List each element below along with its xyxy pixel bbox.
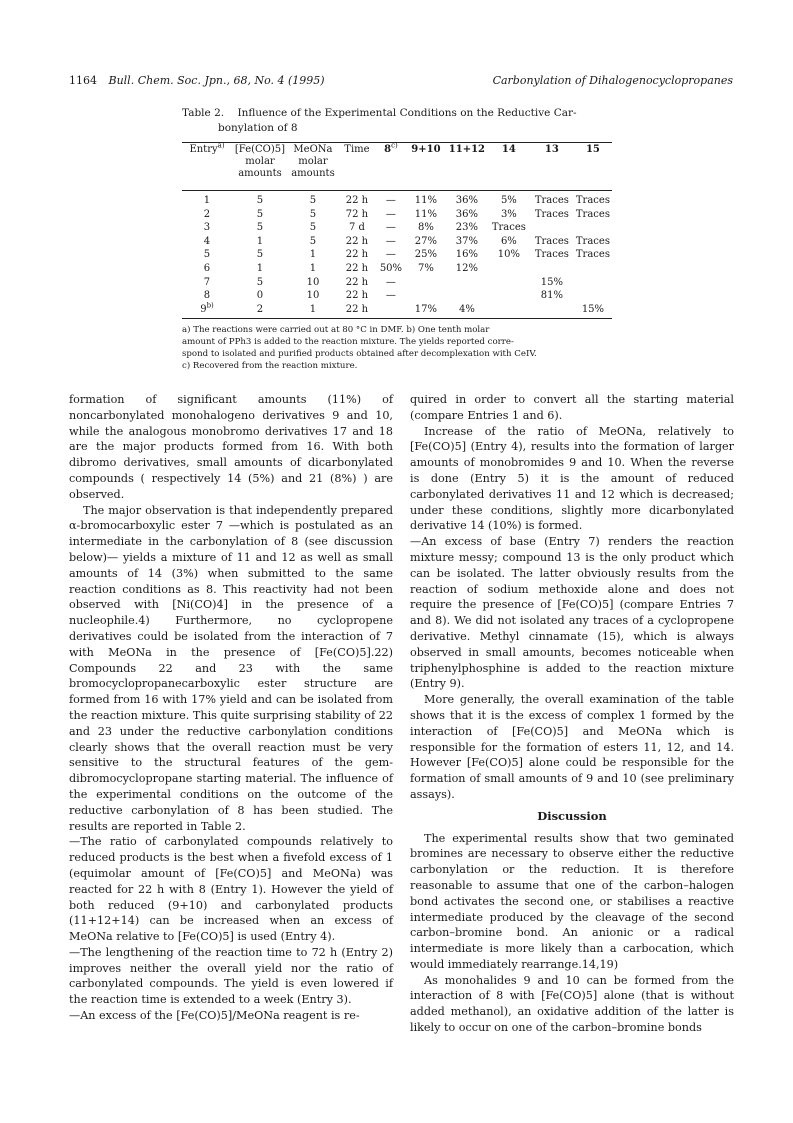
col-header-15: 15: [585, 144, 600, 155]
page-number: 1164: [69, 74, 97, 87]
running-header: [69, 74, 733, 90]
footnote-line: c) Recovered from the reaction mixture.: [182, 361, 358, 371]
table-footnotes: [182, 324, 622, 372]
table-row: 1 5 5 22 h — 11% 36% 5% Traces Traces: [203, 195, 610, 206]
body-paragraph: As monohalides 9 and 10 can be formed from the interaction of 8 with [Fe(CO)5] alone (that is without added methanol), an oxidative addition of the latter is likely to occur on one of the carbon–bromine bonds: [410, 973, 734, 1035]
col-header-fe: [Fe(CO)5] molar amounts: [234, 144, 286, 179]
footnote-line: spond to isolated and purified products obtained after decomplexation with CeIV.: [182, 349, 537, 359]
body-paragraph: More generally, the overall examination of the table shows that it is the excess of complex 1 formed by the interaction of [Fe(CO)5] and MeONa which is responsible for the formation of esters 11, 12, and 14. However [Fe(CO)5] alone could be responsible for the formation of small amounts of 9 and 10 (see preliminary assays).: [410, 693, 734, 801]
table-row: 7 5 10 22 h — 15%: [203, 276, 563, 288]
table-row: 5 5 1 22 h — 25% 16% 10% Traces Traces: [203, 249, 610, 261]
col-header-14: 14: [501, 144, 516, 155]
journal-citation: Bull. Chem. Soc. Jpn., 68, No. 4 (1995): [108, 74, 325, 87]
table-row: 9$^{b)}$ 2 1 22 h 17% 4% 15%: [200, 301, 605, 315]
col-header-meona: MeONa molar amounts: [291, 144, 335, 179]
body-paragraph: —An excess of the [Fe(CO)5]/MeONa reagent is re-: [69, 1009, 360, 1023]
table-header-row: [182, 144, 612, 190]
body-paragraph: The experimental results show that two geminated bromines are necessary to observe either the reductive carbonylation or the reduction. It is therefore reasonable to assume that one of the carbon–halogen bond activates the second one, or stabilises a reactive intermediate produced by the cleavage of the second carbon–bromine bond. An anionic or a radical intermediate is more likely than a carbocation, which would immediately rearrange.14,19): [410, 831, 734, 971]
header-left: [69, 74, 325, 87]
table-caption: [182, 106, 612, 136]
results-table: [182, 141, 612, 316]
table-row: 8 0 10 22 h — 81%: [203, 290, 563, 302]
col-header-entry: Entry$^{a)}$: [189, 141, 225, 155]
footnote-line: a) The reactions were carried out at 80 °C in DMF. b) One tenth molar: [182, 325, 490, 335]
table-row: 2 5 5 72 h — 11% 36% 3% Traces Traces: [203, 208, 610, 220]
body-paragraph: The major observation is that independently prepared α-bromocarboxylic ester 7 —which is postulated as an intermediate in the carbonylation of 8 (see discussion below)— yields a mixture of 11 and 12 as well as small amounts of 14 (3%) when submitted to the same reaction conditions as 8. This reactivity had not been observed with [Ni(CO)4] in the presence of a nucleophile.4) Furthermore, no cyclopropene derivatives could be isolated from the interaction of 7 with MeONa in the presence of [Fe(CO)5].22) Compounds 22 and 23 with the same bromocyclopropanecarboxylic ester structure are formed from 16 with 17% yield and can be isolated from the reaction mixture. This quite surprising stability of 22 and 23 under the reductive carbonylation conditions clearly shows that the overall reaction must be very sensitive to the structural features of the gem-dibromocyclopropane starting material. The influence of the experimental conditions on the outcome of the reductive carbonylation of 8 has been studied. The results are reported in Table 2.: [69, 503, 393, 833]
left-column: [69, 392, 393, 1024]
body-paragraph: Increase of the ratio of MeONa, relatively to [Fe(CO)5] (Entry 4), results into the formation of larger amounts of monobromides 9 and 10. When the reverse is done (Entry 5) it is the amount of reduced carbonylated derivatives 11 and 12 which is decreased; under these conditions, slightly more dicarbonylated derivative 14 (10%) is formed.: [410, 424, 734, 533]
right-column: [410, 392, 734, 1036]
col-header-time: Time: [344, 144, 370, 155]
table-label: Table 2.: [182, 107, 225, 119]
body-paragraph: —The lengthening of the reaction time to 72 h (Entry 2) improves neither the overall yield nor the ratio of carbonylated compounds. The yield is even lowered if the reaction time is extended to a week (Entry 3).: [69, 945, 393, 1007]
body-paragraph: —An excess of base (Entry 7) renders the reaction mixture messy; compound 13 is the only product which can be isolated. The latter obviously results from the reaction of sodium methoxide alone and does not require the presence of [Fe(CO)5] (compare Entries 7 and 8). We did not isolated any traces of a cyclopropene derivative. Methyl cinnamate (15), which is always observed in small amounts, becomes noticeable when triphenylphosphine is added to the reaction mixture (Entry 9).: [410, 535, 734, 691]
table-row: 4 1 5 22 h — 27% 37% 6% Traces Traces: [203, 235, 610, 247]
col-header-9-10: 9+10: [411, 144, 441, 155]
table-row: 6 1 1 22 h 50% 7% 12%: [203, 262, 479, 274]
body-paragraph: formation of significant amounts (11%) of noncarbonylated monohalogeno derivatives 9 and 10, while the analogous monobromo derivatives 17 and 18 are the major products formed from 16. With both dibromo derivatives, small amounts of dicarbonylated compounds ( respectively 14 (5%) and 21 (8%) ) are observed.: [69, 393, 393, 501]
col-header-8: 8$^{c)}$: [384, 141, 398, 155]
caption-line-2: bonylation of 8: [218, 122, 298, 134]
col-header-11-12: 11+12: [448, 144, 485, 155]
body-paragraph: —The ratio of carbonylated compounds relatively to reduced products is the best when a fivefold excess of 1 (equimolar amount of [Fe(CO)5] and MeONa) was reacted for 22 h with 8 (Entry 1). However the yield of both reduced (9+10) and carbonylated products (11+12+14) can be increased when an excess of MeONa relative to [Fe(CO)5] is used (Entry 4).: [69, 835, 393, 944]
table-row: 3 5 5 7 d — 8% 23% Traces: [203, 222, 526, 234]
running-title: Carbonylation of Dihalogenocyclopropanes: [492, 74, 733, 87]
caption-line-1: Influence of the Experimental Conditions on the Reductive Car-: [237, 107, 577, 119]
col-header-13: 13: [544, 144, 559, 155]
table-bottom-rule: [182, 318, 612, 319]
section-heading-discussion: Discussion: [537, 808, 607, 823]
body-paragraph: quired in order to convert all the starting material (compare Entries 1 and 6).: [410, 393, 734, 422]
footnote-line: amount of PPh3 is added to the reaction mixture. The yields reported corre-: [182, 337, 514, 347]
